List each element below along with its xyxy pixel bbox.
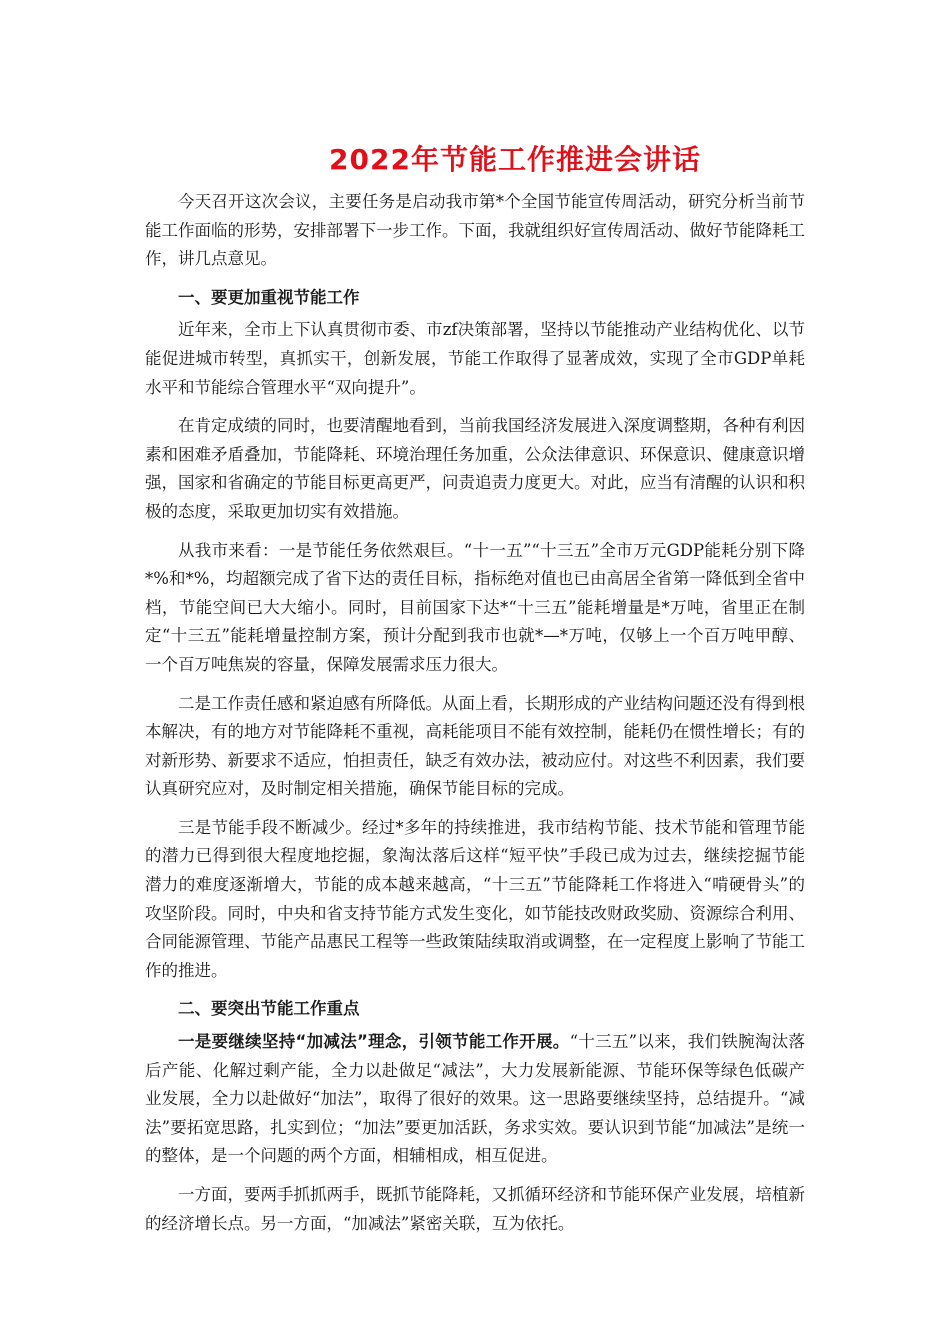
document-page bbox=[145, 140, 805, 1238]
section-2-paragraph-1-lead: 一是要继续坚持“加减法”理念，引领节能工作开展。 bbox=[178, 1032, 570, 1052]
section-1-paragraph-2: 在肯定成绩的同时，也要清醒地看到，当前我国经济发展进入深度调整期，各种有利因素和困难矛盾叠加，节能降耗、环境治理任务加重，公众法律意识、环保意识、健康意识增强，国家和省确定的节能目标更高更严，问责追责力度更大。对此，应当有清醒的认识和积极的态度，采取更加切实有效措施。 bbox=[145, 416, 805, 521]
section-1-paragraph-4: 二是工作责任感和紧迫感有所降低。从面上看，长期形成的产业结构问题还没有得到根本解决，有的地方对节能降耗不重视，高耗能项目不能有效控制，能耗仍在惯性增长；有的对新形势、新要求不适应，怕担责任，缺乏有效办法，被动应付。对这些不利因素，我们要认真研究应对，及时制定相关措施，确保节能目标的完成。 bbox=[145, 693, 805, 799]
section-1-heading: 一、要更加重视节能工作 bbox=[178, 287, 360, 307]
section-2-paragraph-1 bbox=[145, 1028, 805, 1171]
section-2-paragraph-1-body: “十三五”以来，我们铁腕淘汰落后产能、化解过剩产能，全力以赴做足“减法”，大力发展新能源、节能环保等绿色低碳产业发展，全力以赴做好“加法”，取得了很好的效果。这一思路要继续坚持，总结提升。“减法”要拓宽思路，扎实到位；“加法”要更加活跃，务求实效。要认识到节能“加减法”是统一的整体，是一个问题的两个方面，相辅相成，相互促进。 bbox=[145, 1032, 805, 1166]
section-1-paragraph-5: 三是节能手段不断减少。经过*多年的持续推进，我市结构节能、技术节能和管理节能的潜力已得到很大程度地挖掘，象淘汰落后这样“短平快”手段已成为过去，继续挖掘节能潜力的难度逐渐增大，节能的成本越来越高，“十三五”节能降耗工作将进入“啃硬骨头”的攻坚阶段。同时，中央和省支持节能方式发生变化，如节能技改财政奖励、资源综合利用、合同能源管理、节能产品惠民工程等一些政策陆续取消或调整，在一定程度上影响了节能工作的推进。 bbox=[145, 817, 805, 980]
section-1-paragraph-3: 从我市来看：一是节能任务依然艰巨。“十一五”“十三五”全市万元GDP能耗分别下降*%和*%，均超额完成了省下达的责任目标，指标绝对值也已由高居全省第一降低到全省中档，节能空间已大大缩小。同时，目前国家下达*“十三五”能耗增量是*万吨，省里正在制定“十三五”能耗增量控制方案，预计分配到我市也就*—*万吨，仅够上一个百万吨甲醇、一个百万吨焦炭的容量，保障发展需求压力很大。 bbox=[145, 540, 805, 674]
section-1-paragraph-1: 近年来，全市上下认真贯彻市委、市zf决策部署，坚持以节能推动产业结构优化、以节能促进城市转型，真抓实干，创新发展，节能工作取得了显著成效，实现了全市GDP单耗水平和节能综合管理水平“双向提升”。 bbox=[145, 320, 805, 397]
intro-paragraph: 今天召开这次会议，主要任务是启动我市第*个全国节能宣传周活动，研究分析当前节能工作面临的形势，安排部署下一步工作。下面，我就组织好宣传周活动、做好节能降耗工作，讲几点意见。 bbox=[145, 192, 805, 269]
section-2-paragraph-2: 一方面，要两手抓抓两手，既抓节能降耗，又抓循环经济和节能环保产业发展，培植新的经济增长点。另一方面，“加减法”紧密关联，互为依托。 bbox=[145, 1185, 805, 1233]
section-2-heading: 二、要突出节能工作重点 bbox=[178, 999, 360, 1019]
document-title: 2022年节能工作推进会讲话 bbox=[329, 143, 701, 176]
